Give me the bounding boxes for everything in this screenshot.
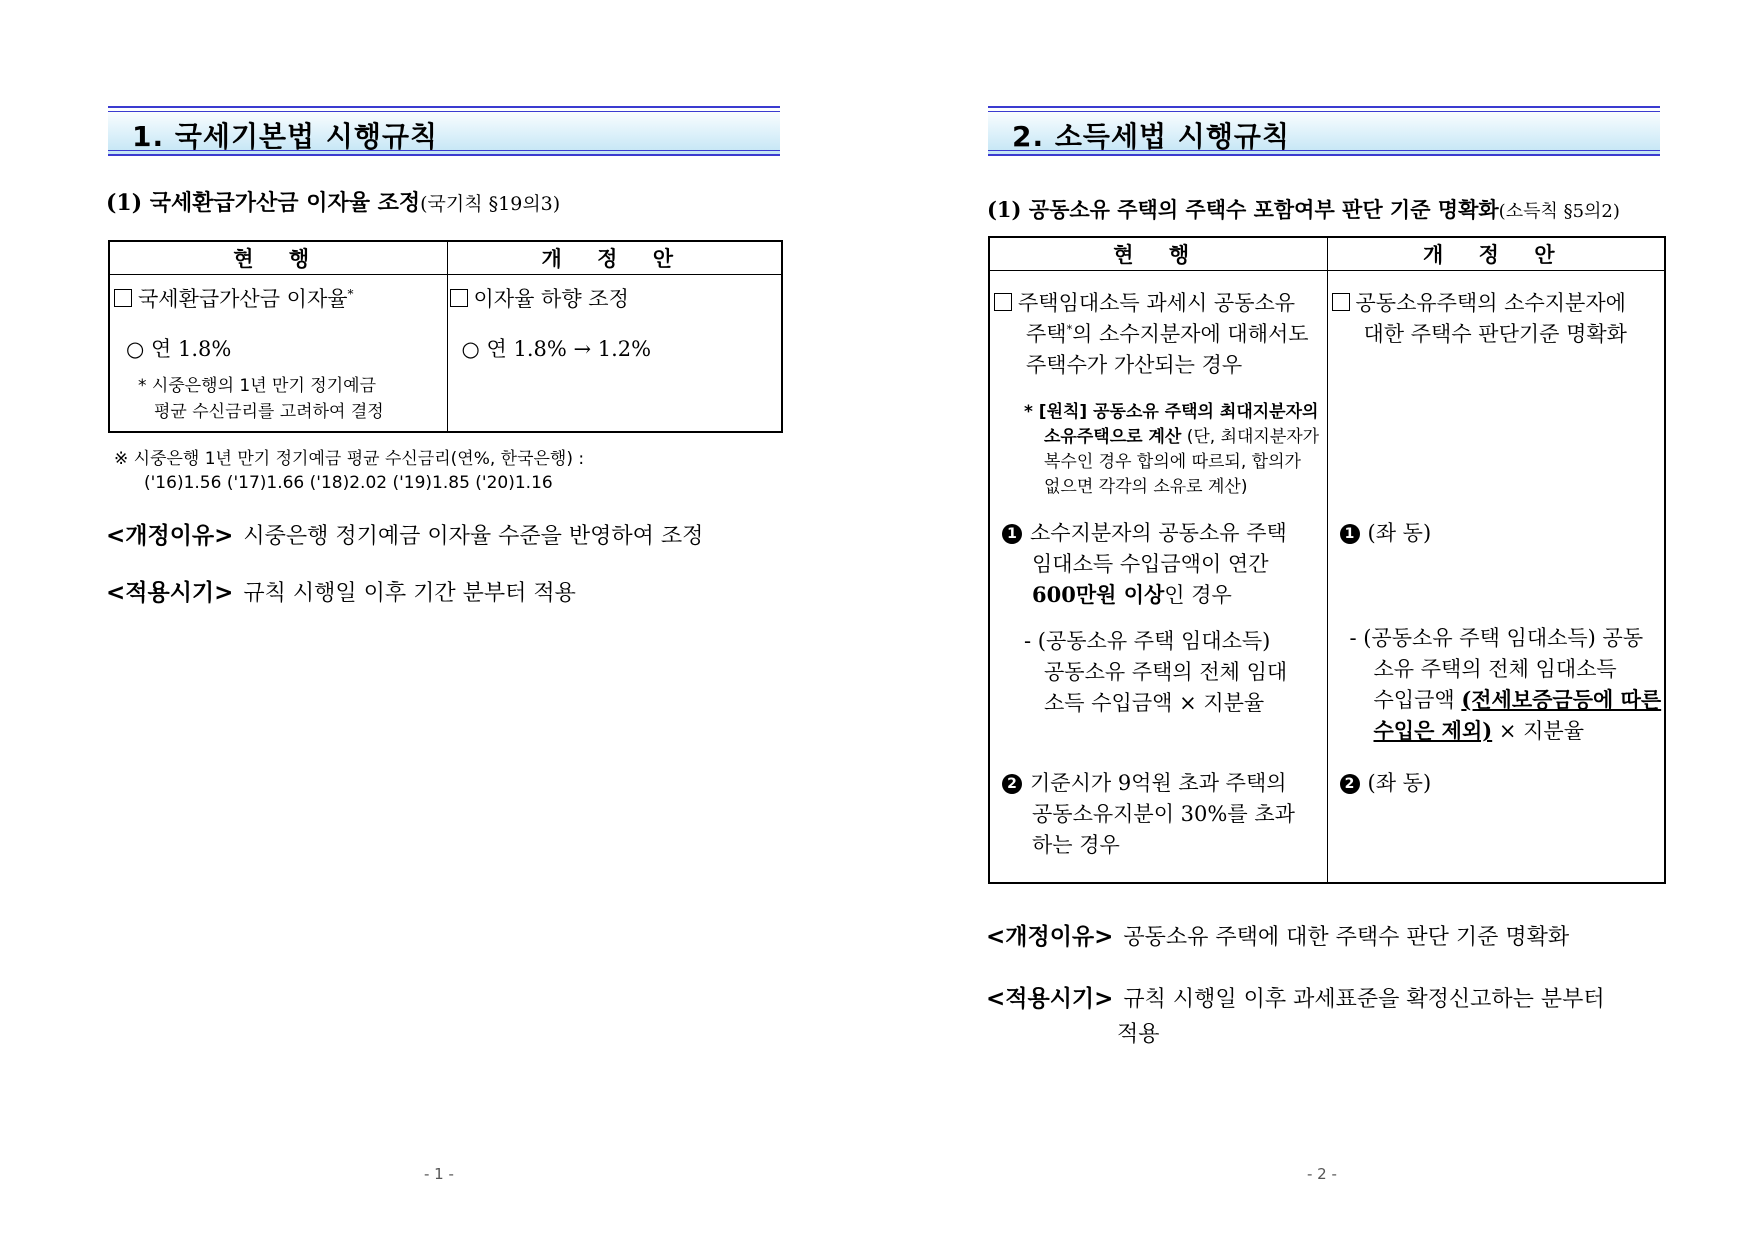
section-title: 1. 국세기본법 시행규칙 [132, 120, 439, 153]
rate-note-line-1: ※ 시중은행 1년 만기 정기예금 평균 수신금리(연%, 한국은행) : [114, 449, 585, 469]
current-cell [109, 275, 447, 432]
new-detail1-line-4 [1374, 715, 1585, 745]
new-detail1-text-3b: (전세보증금등에 따른 [1461, 687, 1662, 712]
reason-line [986, 918, 1569, 951]
reason-label: <개정이유> [106, 523, 234, 549]
cur-note-line-3: 복수인 경우 합의에 따르되, 합의가 [1044, 452, 1301, 472]
current-cell [989, 271, 1327, 883]
new-detail1-text-3a: 수입금액 [1373, 688, 1462, 712]
footnote-mark: * [347, 287, 354, 302]
apply-label: <적용시기> [106, 580, 234, 606]
checkbox-square-icon [114, 289, 132, 307]
section-title: 2. 소득세법 시행규칙 [1012, 120, 1291, 153]
cur-case1-text-3a: 600만원 이상 [1032, 582, 1165, 607]
page-2 [877, 0, 1754, 1240]
subsection-heading [106, 186, 560, 217]
law-reference: (소득칙 §5의2) [1498, 201, 1620, 222]
cur-case1-line-3 [1032, 579, 1232, 609]
col-header-current: 현 행 [989, 237, 1327, 271]
cur-note-text-2b: (단, 최대지분자가 [1181, 427, 1320, 447]
checkbox-square-icon [994, 293, 1012, 311]
page-number: - 1 - [424, 1165, 454, 1183]
apply-line [986, 980, 1605, 1013]
new-item [450, 283, 629, 313]
cur-intro-line-2 [1026, 318, 1309, 348]
cur-detail1-line-3: 소득 수입금액 × 지분율 [1044, 691, 1265, 715]
new-item-text: 이자율 하향 조정 [473, 287, 629, 312]
comparison-table [988, 236, 1666, 884]
apply-text: 규칙 시행일 이후 기간 분부터 적용 [243, 581, 576, 606]
circled-number-icon: 2 [1002, 774, 1022, 794]
subsection-title: (1) 국세환급가산금 이자율 조정 [106, 190, 421, 216]
cur-note-text-1: * [원칙] 공동소유 주택의 최대지분자의 [1024, 402, 1319, 422]
cur-case1-text-1: 소수지분자의 공동소유 주택 [1030, 521, 1287, 545]
new-cell [1327, 271, 1665, 883]
col-header-current: 현 행 [109, 241, 447, 275]
subsection-heading [987, 194, 1620, 224]
new-case1-line [1340, 517, 1432, 547]
cur-case1-line-2: 임대소득 수입금액이 연간 [1032, 552, 1269, 576]
reason-label: <개정이유> [986, 924, 1114, 950]
cur-intro-text-2a: 주택 [1026, 322, 1067, 346]
page-number: - 2 - [1307, 1165, 1337, 1183]
new-detail1-line-3 [1374, 684, 1662, 714]
apply-text-1: 규칙 시행일 이후 과세표준을 확정신고하는 분부터 [1123, 987, 1605, 1012]
comparison-table [108, 240, 783, 433]
reason-text: 공동소유 주택에 대한 주택수 판단 기준 명확화 [1123, 925, 1570, 950]
circled-number-icon: 2 [1340, 774, 1360, 794]
cur-intro-line-3: 주택수가 가산되는 경우 [1026, 353, 1243, 377]
current-note-line-1: * 시중은행의 1년 만기 정기예금 [138, 376, 376, 397]
current-rate: ○ 연 1.8% [126, 337, 232, 362]
apply-label: <적용시기> [986, 986, 1114, 1012]
cur-case1-line-1 [1002, 517, 1287, 547]
reason-text: 시중은행 정기예금 이자율 수준을 반영하여 조정 [243, 524, 704, 549]
cur-note-text-2a: 소유주택으로 계산 [1044, 427, 1182, 447]
cur-case2-text-1: 기준시가 9억원 초과 주택의 [1030, 771, 1287, 795]
cur-case2-line-1 [1002, 767, 1287, 797]
cur-intro-line-1 [994, 287, 1295, 317]
apply-line [106, 574, 576, 607]
law-reference: (국기칙 §19의3) [420, 193, 561, 215]
circled-number-icon: 1 [1002, 524, 1022, 544]
cur-intro-text-1: 주택임대소득 과세시 공동소유 [1018, 291, 1296, 315]
cur-detail1-line-2: 공동소유 주택의 전체 임대 [1044, 660, 1288, 684]
new-case2-text: (좌 동) [1367, 771, 1432, 795]
cur-case2-line-3: 하는 경우 [1032, 833, 1120, 857]
new-case1-text: (좌 동) [1367, 521, 1432, 545]
checkbox-square-icon [1332, 293, 1350, 311]
new-detail1-line-1: - (공동소유 주택 임대소득) 공동 [1349, 626, 1644, 650]
current-item [114, 283, 354, 313]
cur-note-line-2 [1044, 422, 1319, 447]
new-intro-line-2: 대한 주택수 판단기준 명확화 [1363, 322, 1627, 346]
current-note-line-2: 평균 수신금리를 고려하여 결정 [154, 402, 384, 423]
new-detail1-line-2: 소유 주택의 전체 임대소득 [1373, 657, 1617, 681]
checkbox-square-icon [450, 289, 468, 307]
footnote-mark: * [1066, 323, 1073, 336]
rate-note-line-2: ('16)1.56 ('17)1.66 ('18)2.02 ('19)1.85 ('20)1.16 [144, 473, 553, 493]
cur-case1-text-3b: 인 경우 [1164, 583, 1232, 607]
new-detail1-text-4a: 수입은 제외) [1373, 718, 1493, 743]
cur-case2-line-2: 공동소유지분이 30%를 초과 [1032, 802, 1295, 826]
cur-note-line-4: 없으면 각각의 소유로 계산) [1044, 477, 1248, 497]
col-header-new: 개 정 안 [447, 241, 782, 275]
new-case2-line [1340, 767, 1432, 797]
current-item-text: 국세환급가산금 이자율 [138, 287, 348, 312]
cur-detail1-line-1: - (공동소유 주택 임대소득) [1024, 629, 1271, 653]
subsection-title: (1) 공동소유 주택의 주택수 포함여부 판단 기준 명확화 [987, 197, 1499, 222]
new-intro-line-1 [1332, 287, 1626, 317]
section-header [988, 106, 1660, 156]
new-detail1-text-4b: × 지분율 [1492, 719, 1584, 743]
circled-number-icon: 1 [1340, 524, 1360, 544]
col-header-new: 개 정 안 [1327, 237, 1665, 271]
new-cell [447, 275, 782, 432]
new-intro-text-1: 공동소유주택의 소수지분자에 [1355, 291, 1626, 315]
cur-intro-text-2b: 의 소수지분자에 대해서도 [1072, 322, 1309, 346]
cur-note-line-1 [1024, 397, 1318, 422]
reason-line [106, 517, 703, 550]
new-rate: ○ 연 1.8% → 1.2% [461, 337, 652, 362]
section-header [108, 106, 780, 156]
apply-text-2: 적용 [1117, 1022, 1160, 1047]
